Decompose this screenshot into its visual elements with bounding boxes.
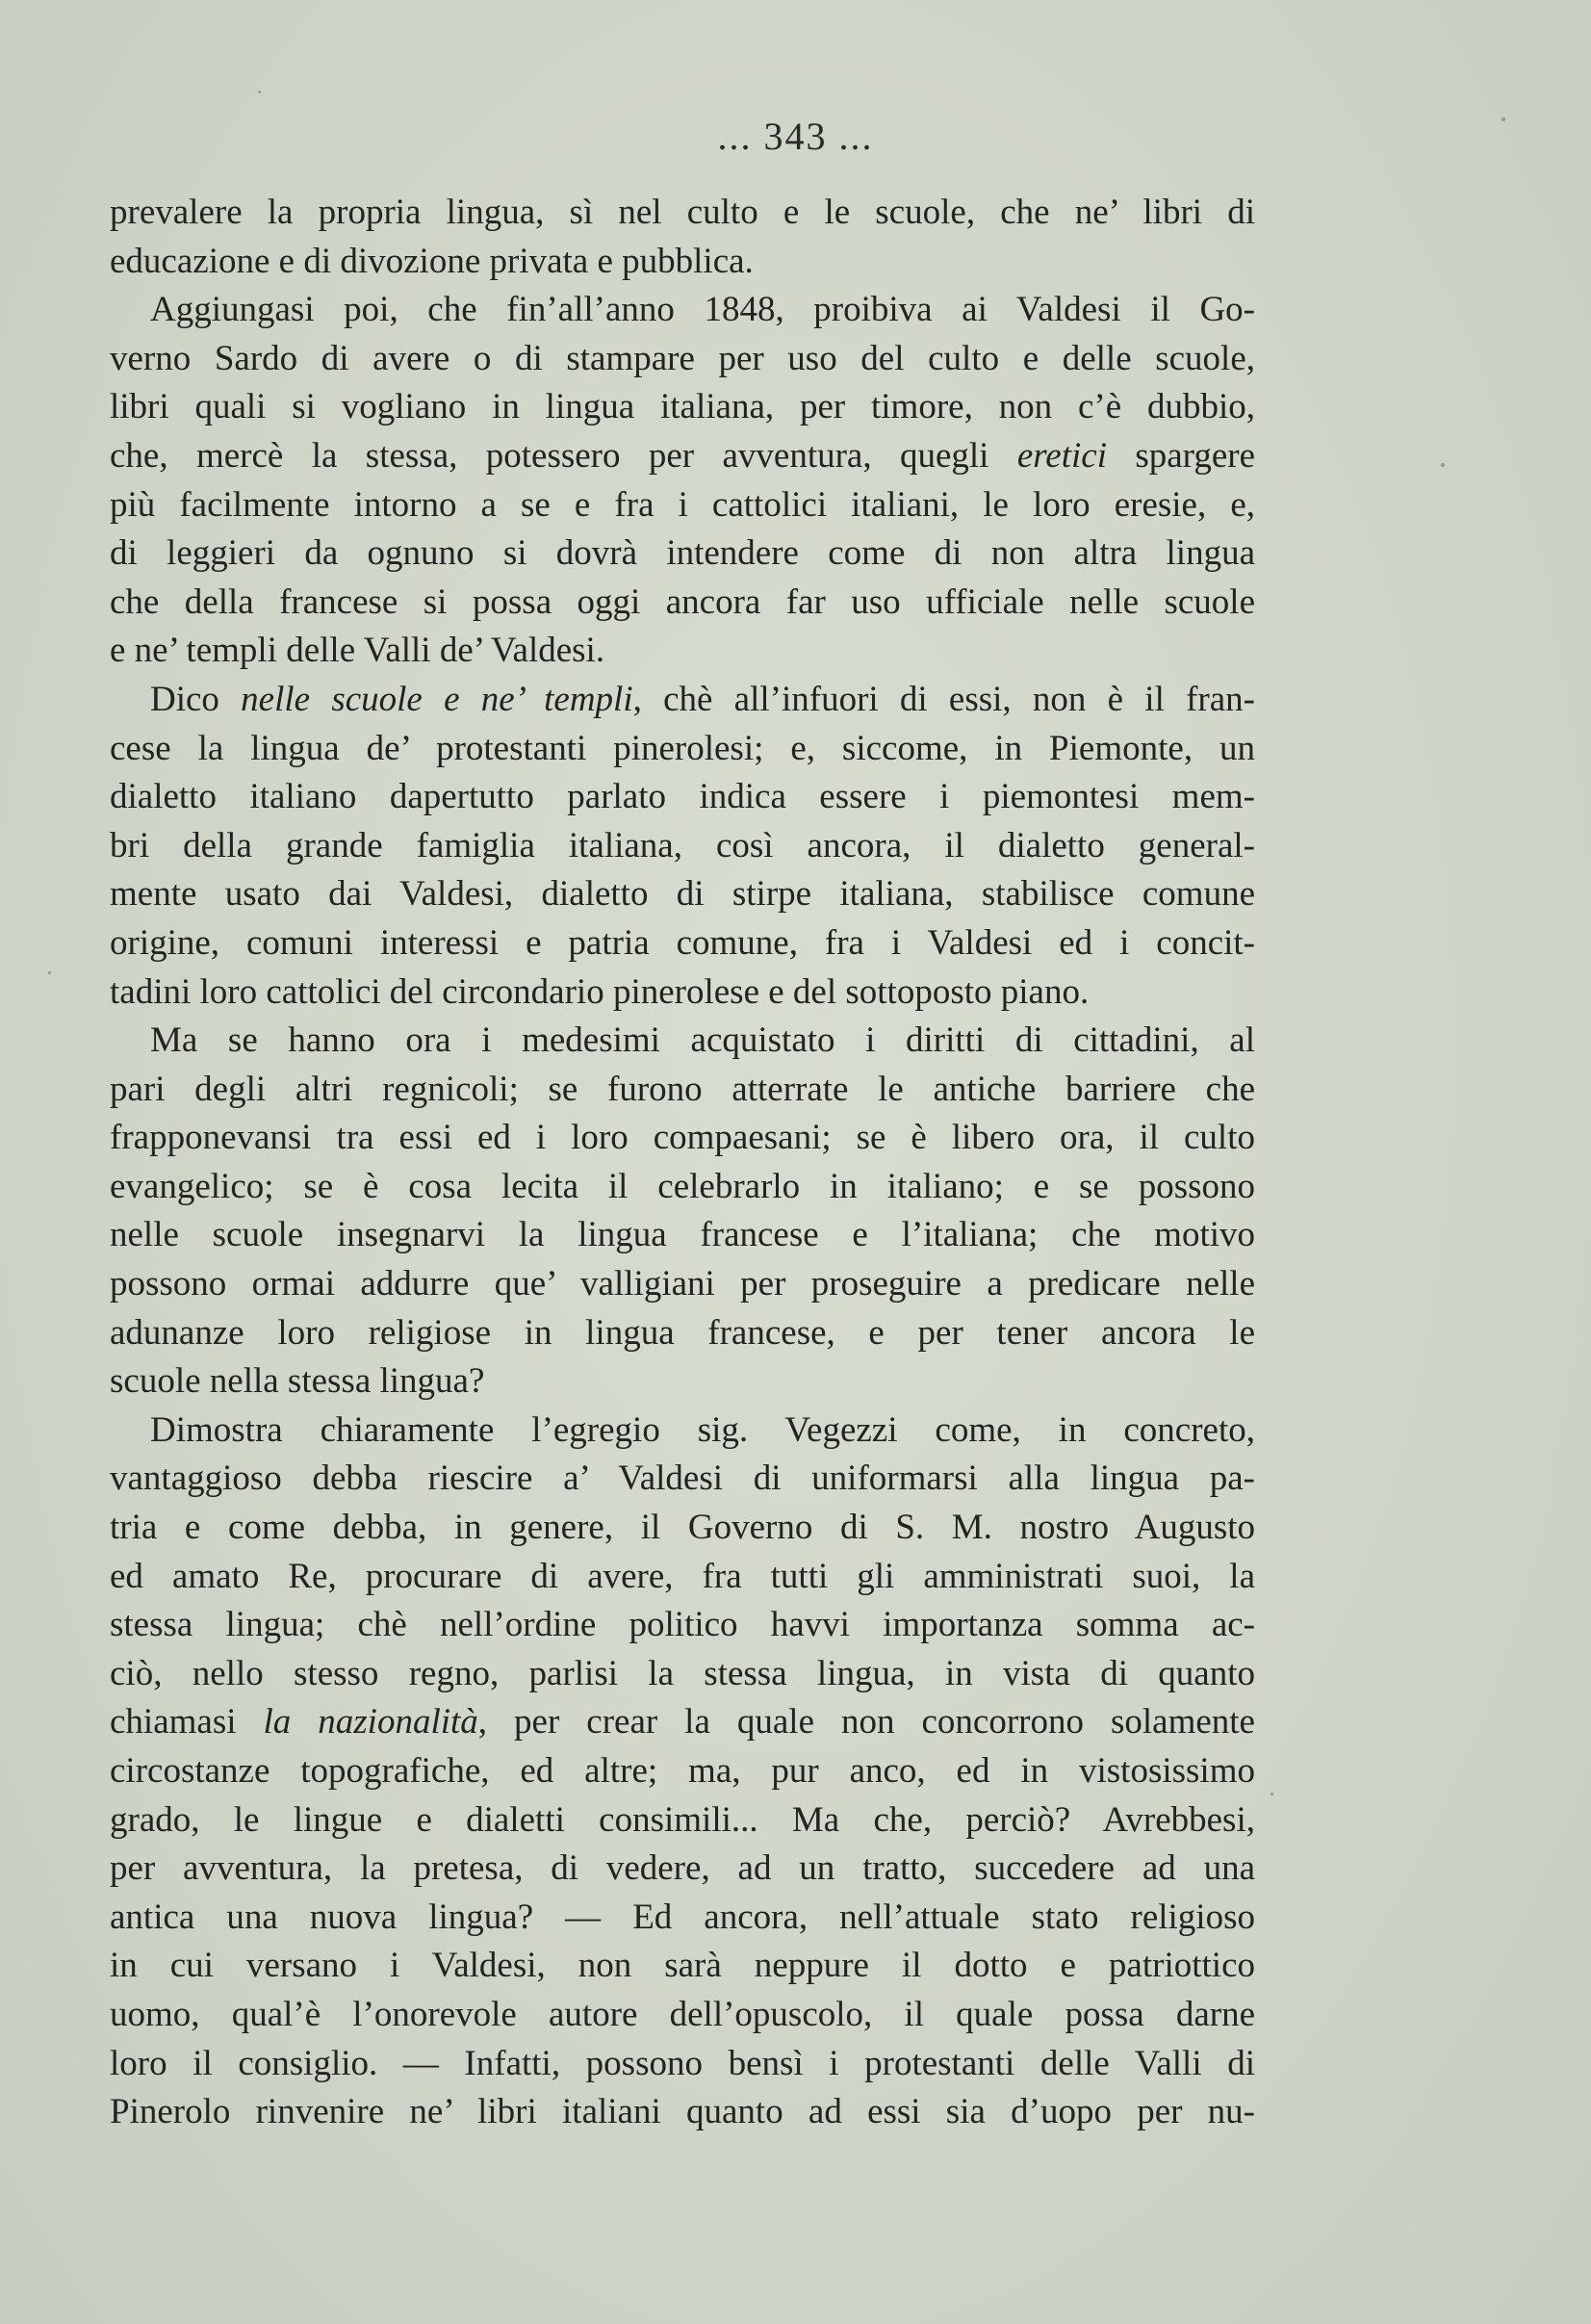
text-line: stessa lingua; chè nell’ordine politico havvi importanza somma ac- <box>110 1605 1255 1645</box>
paper-speck <box>258 90 261 93</box>
paper-speck <box>1441 463 1445 467</box>
text-line: tadini loro cattolici del circondario pinerolese e del sottoposto piano. <box>110 971 1090 1012</box>
text-line: cese la lingua de’ protestanti pinerolesi; e, siccome, in Piemonte, un <box>110 728 1255 768</box>
text-line: nelle scuole insegnarvi la lingua francese e l’italiana; che motivo <box>110 1215 1255 1255</box>
text-line: dialetto italiano dapertutto parlato indica essere i piemontesi mem- <box>110 777 1255 817</box>
paper-speck <box>1270 1793 1273 1795</box>
text-line: frapponevansi tra essi ed i loro compaesani; se è libero ora, il culto <box>110 1118 1255 1158</box>
text-line: evangelico; se è cosa lecita il celebrarlo in italiano; e se possono <box>110 1166 1255 1206</box>
text-line: uomo, qual’è l’onorevole autore dell’opuscolo, il quale possa darne <box>110 1994 1255 2034</box>
text-line: adunanze loro religiose in lingua francese, e per tener ancora le <box>110 1312 1255 1353</box>
text-line: vantaggioso debba riescire a’ Valdesi di uniformarsi alla lingua pa- <box>110 1459 1255 1499</box>
text-line: tria e come debba, in genere, il Governo di S. M. nostro Augusto <box>110 1508 1255 1548</box>
text-line: grado, le lingue e dialetti consimili... Ma che, perciò? Avrebbesi, <box>110 1799 1255 1840</box>
text-line: ciò, nello stesso regno, parlisi la stessa lingua, in vista di quanto <box>110 1653 1255 1693</box>
paper-speck <box>48 971 51 974</box>
text-line: origine, comuni interessi e patria comune, fra i Valdesi ed i concit- <box>110 922 1255 963</box>
body-text <box>110 189 1255 2137</box>
text-line: antica una nuova lingua? — Ed ancora, nell’attuale stato religioso <box>110 1897 1255 1937</box>
page-number: ... 343 ... <box>717 115 874 158</box>
text-line: loro il consiglio. — Infatti, possono bensì i protestanti delle Valli di <box>110 2043 1255 2083</box>
text-line: per avventura, la pretesa, di vedere, ad un tratto, succedere ad una <box>110 1848 1255 1889</box>
text-line: chiamasi la nazionalità, per crear la quale non concorrono solamente <box>110 1702 1255 1743</box>
text-line: in cui versano i Valdesi, non sarà neppure il dotto e patriottico <box>110 1946 1255 1986</box>
text-line: Dimostra chiaramente l’egregio sig. Vegezzi come, in concreto, <box>150 1409 1255 1450</box>
text-line: Aggiungasi poi, che fin’all’anno 1848, proibiva ai Valdesi il Go- <box>150 290 1255 330</box>
text-line: pari degli altri regnicoli; se furono atterrate le antiche barriere che <box>110 1069 1255 1109</box>
text-line: possono ormai addurre que’ valligiani per proseguire a predicare nelle <box>110 1264 1255 1304</box>
text-line: e ne’ templi delle Valli de’ Valdesi. <box>110 631 605 671</box>
text-line: prevalere la propria lingua, sì nel culto e le scuole, che ne’ libri di <box>110 193 1255 232</box>
text-line: che della francese si possa oggi ancora far uso ufficiale nelle scuole <box>110 581 1255 622</box>
text-line: libri quali si vogliano in lingua italiana, per timore, non c’è dubbio, <box>110 387 1255 427</box>
text-line: Ma se hanno ora i medesimi acquistato i diritti di cittadini, al <box>150 1020 1255 1061</box>
text-line: di leggieri da ognuno si dovrà intendere come di non altra lingua <box>110 533 1255 574</box>
text-line: educazione e di divozione privata e pubblica. <box>110 241 754 281</box>
text-line: Pinerolo rinvenire ne’ libri italiani quanto ad essi sia d’uopo per nu- <box>110 2092 1255 2132</box>
text-line: bri della grande famiglia italiana, così ancora, il dialetto general- <box>110 825 1255 865</box>
text-line: più facilmente intorno a se e fra i cattolici italiani, le loro eresie, e, <box>110 484 1255 525</box>
text-line: mente usato dai Valdesi, dialetto di stirpe italiana, stabilisce comune <box>110 874 1255 915</box>
text-line: ed amato Re, procurare di avere, fra tutti gli amministrati suoi, la <box>110 1556 1255 1596</box>
text-line: scuole nella stessa lingua? <box>110 1361 485 1402</box>
text-line: circostanze topografiche, ed altre; ma, pur anco, ed in vistosissimo <box>110 1751 1255 1791</box>
text-line: che, mercè la stessa, potessero per avventura, quegli eretici spargere <box>110 435 1256 476</box>
text-line: Dico nelle scuole e ne’ templi, chè all’infuori di essi, non è il fran- <box>150 679 1255 719</box>
text-line: verno Sardo di avere o di stampare per uso del culto e delle scuole, <box>110 338 1255 378</box>
paper-speck <box>1501 117 1505 121</box>
